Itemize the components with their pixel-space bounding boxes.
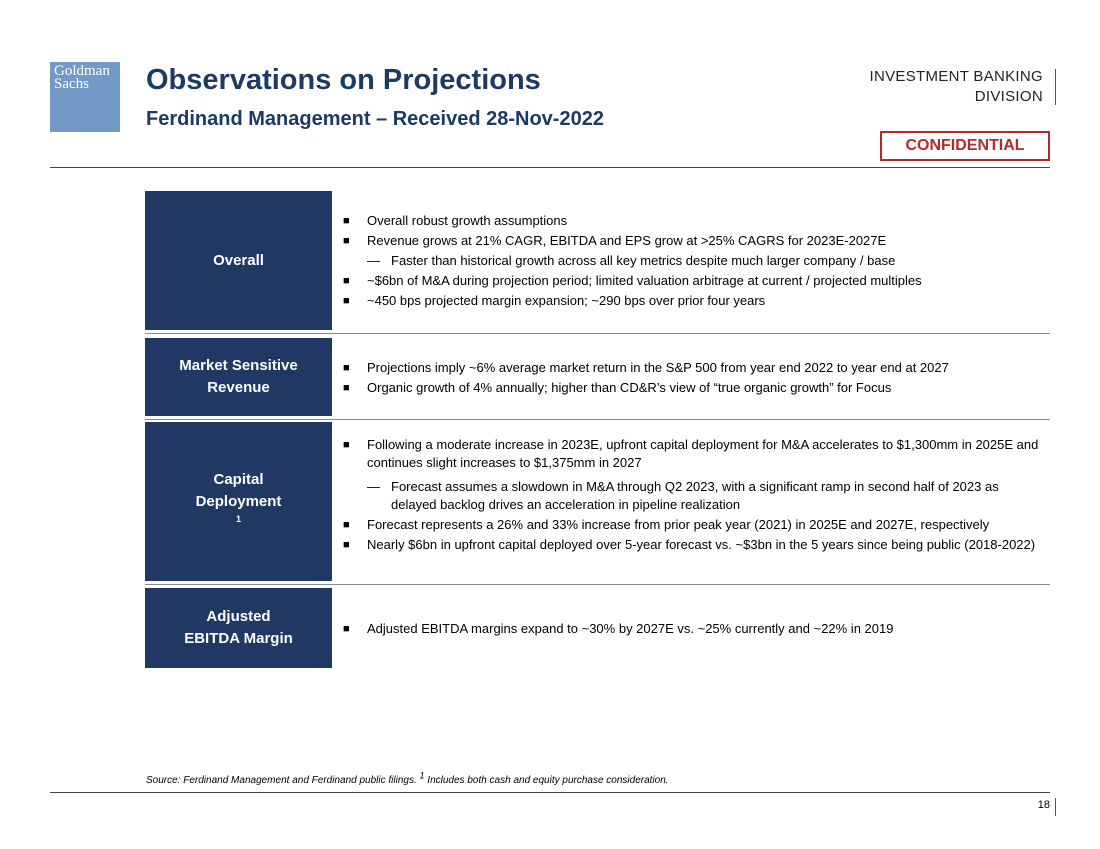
bullet-marker: ■: [343, 519, 350, 531]
item-text: ~$6bn of M&A during projection period; limited valuation arbitrage at current / projected multiples: [367, 273, 922, 288]
logo-line-2: Sachs: [54, 76, 89, 92]
label-text: [196, 469, 282, 535]
label-line: Revenue: [207, 379, 270, 396]
item-text: Overall robust growth assumptions: [367, 213, 568, 228]
row-label-capital-deployment: [145, 422, 332, 581]
source-main: Source: Ferdinand Management and Ferdinand public filings.: [146, 775, 420, 786]
division-label: [783, 67, 1043, 107]
list-item: [343, 212, 1046, 230]
item-text: Faster than historical growth across all key metrics despite much larger company / base: [391, 253, 896, 268]
item-text: Forecast represents a 26% and 33% increase from prior peak year (2021) in 2025E and 2027E, respectively: [367, 517, 990, 532]
item-text: ~450 bps projected margin expansion; ~290 bps over prior four years: [367, 293, 766, 308]
bullet-marker: ■: [343, 539, 350, 551]
goldman-sachs-logo: [50, 62, 120, 132]
list-item: [343, 272, 1046, 290]
footnote-marker: 1: [235, 513, 241, 524]
source-note: [146, 770, 669, 786]
item-text: Adjusted EBITDA margins expand to ~30% by 2027E vs. ~25% currently and ~22% in 2019: [367, 621, 894, 636]
logo-line-1: Goldman: [54, 63, 110, 79]
bullet-marker: ■: [343, 362, 350, 374]
bullet-marker: ■: [343, 235, 350, 247]
row-content-adjusted-ebitda-margin: [343, 620, 1046, 640]
label-line: Deployment: [195, 492, 282, 510]
label-line: Market Sensitive: [179, 357, 298, 374]
page-number: 18: [1037, 799, 1050, 811]
bullet-marker: ■: [343, 439, 350, 451]
list-item: [343, 436, 1046, 472]
list-item: [343, 232, 1046, 250]
row-content-market-sensitive-revenue: [343, 359, 1046, 399]
bullet-marker: ■: [343, 215, 350, 227]
list-item: [343, 359, 1046, 377]
bullet-marker: ■: [343, 623, 350, 635]
dash-marker: —: [367, 479, 380, 494]
division-line-1: INVESTMENT BANKING: [869, 68, 1043, 85]
label-line: Overall: [213, 251, 264, 269]
row-adjusted-ebitda-margin: [145, 588, 1050, 668]
item-text: Organic growth of 4% annually; higher than CD&R’s view of “true organic growth” for Focus: [367, 380, 892, 395]
dash-marker: —: [367, 253, 380, 268]
item-text: Projections imply ~6% average market return in the S&P 500 from year end 2022 to year end at 2027: [367, 360, 949, 375]
header-rule: [50, 167, 1050, 168]
footnote-marker: 1: [419, 770, 425, 781]
row-capital-deployment: [145, 422, 1050, 585]
label-line: EBITDA Margin: [184, 630, 293, 647]
division-divider: [1055, 69, 1056, 105]
item-text: Forecast assumes a slowdown in M&A through Q2 2023, with a significant ramp in second half of 2023 as delayed backlog drives an acceleration in pipeline realization: [391, 479, 999, 512]
list-item: [343, 379, 1046, 397]
row-content-overall: [343, 212, 1046, 312]
label-line-with-note: [196, 491, 282, 535]
division-line-2: DIVISION: [974, 88, 1043, 105]
label-text: [213, 250, 264, 272]
list-item: [343, 292, 1046, 310]
label-text: [184, 606, 293, 650]
label-text: [179, 355, 297, 399]
page-number-divider: [1055, 798, 1056, 816]
item-text: Revenue grows at 21% CAGR, EBITDA and EPS grow at >25% CAGRS for 2023E-2027E: [367, 233, 887, 248]
page-title: Observations on Projections: [146, 64, 541, 96]
row-content-capital-deployment: [343, 436, 1046, 556]
source-footnote: Includes both cash and equity purchase consideration.: [424, 775, 669, 786]
item-text: Following a moderate increase in 2023E, upfront capital deployment for M&A accelerates to $1,300mm in 2025E and continues slight increases to $1,375mm in 2027: [367, 437, 1039, 470]
row-label-overall: [145, 191, 332, 330]
bullet-marker: ■: [343, 382, 350, 394]
label-line: Adjusted: [206, 608, 271, 625]
list-item: [343, 536, 1046, 554]
footer-rule: [50, 792, 1050, 793]
bullet-marker: ■: [343, 295, 350, 307]
row-label-adjusted-ebitda-margin: [145, 588, 332, 668]
label-line: Capital: [213, 470, 264, 488]
item-text: Nearly $6bn in upfront capital deployed over 5-year forecast vs. ~$3bn in the 5 years since being public (2018-2022): [367, 537, 1036, 552]
confidential-badge: CONFIDENTIAL: [880, 131, 1050, 161]
row-market-sensitive-revenue: [145, 338, 1050, 420]
row-label-market-sensitive-revenue: [145, 338, 332, 416]
list-subitem: [343, 478, 1046, 514]
list-subitem: [343, 252, 1046, 270]
list-item: [343, 516, 1046, 534]
row-overall: [145, 191, 1050, 334]
bullet-marker: ■: [343, 275, 350, 287]
page-subtitle: Ferdinand Management – Received 28-Nov-2022: [146, 108, 604, 130]
list-item: [343, 620, 1046, 638]
